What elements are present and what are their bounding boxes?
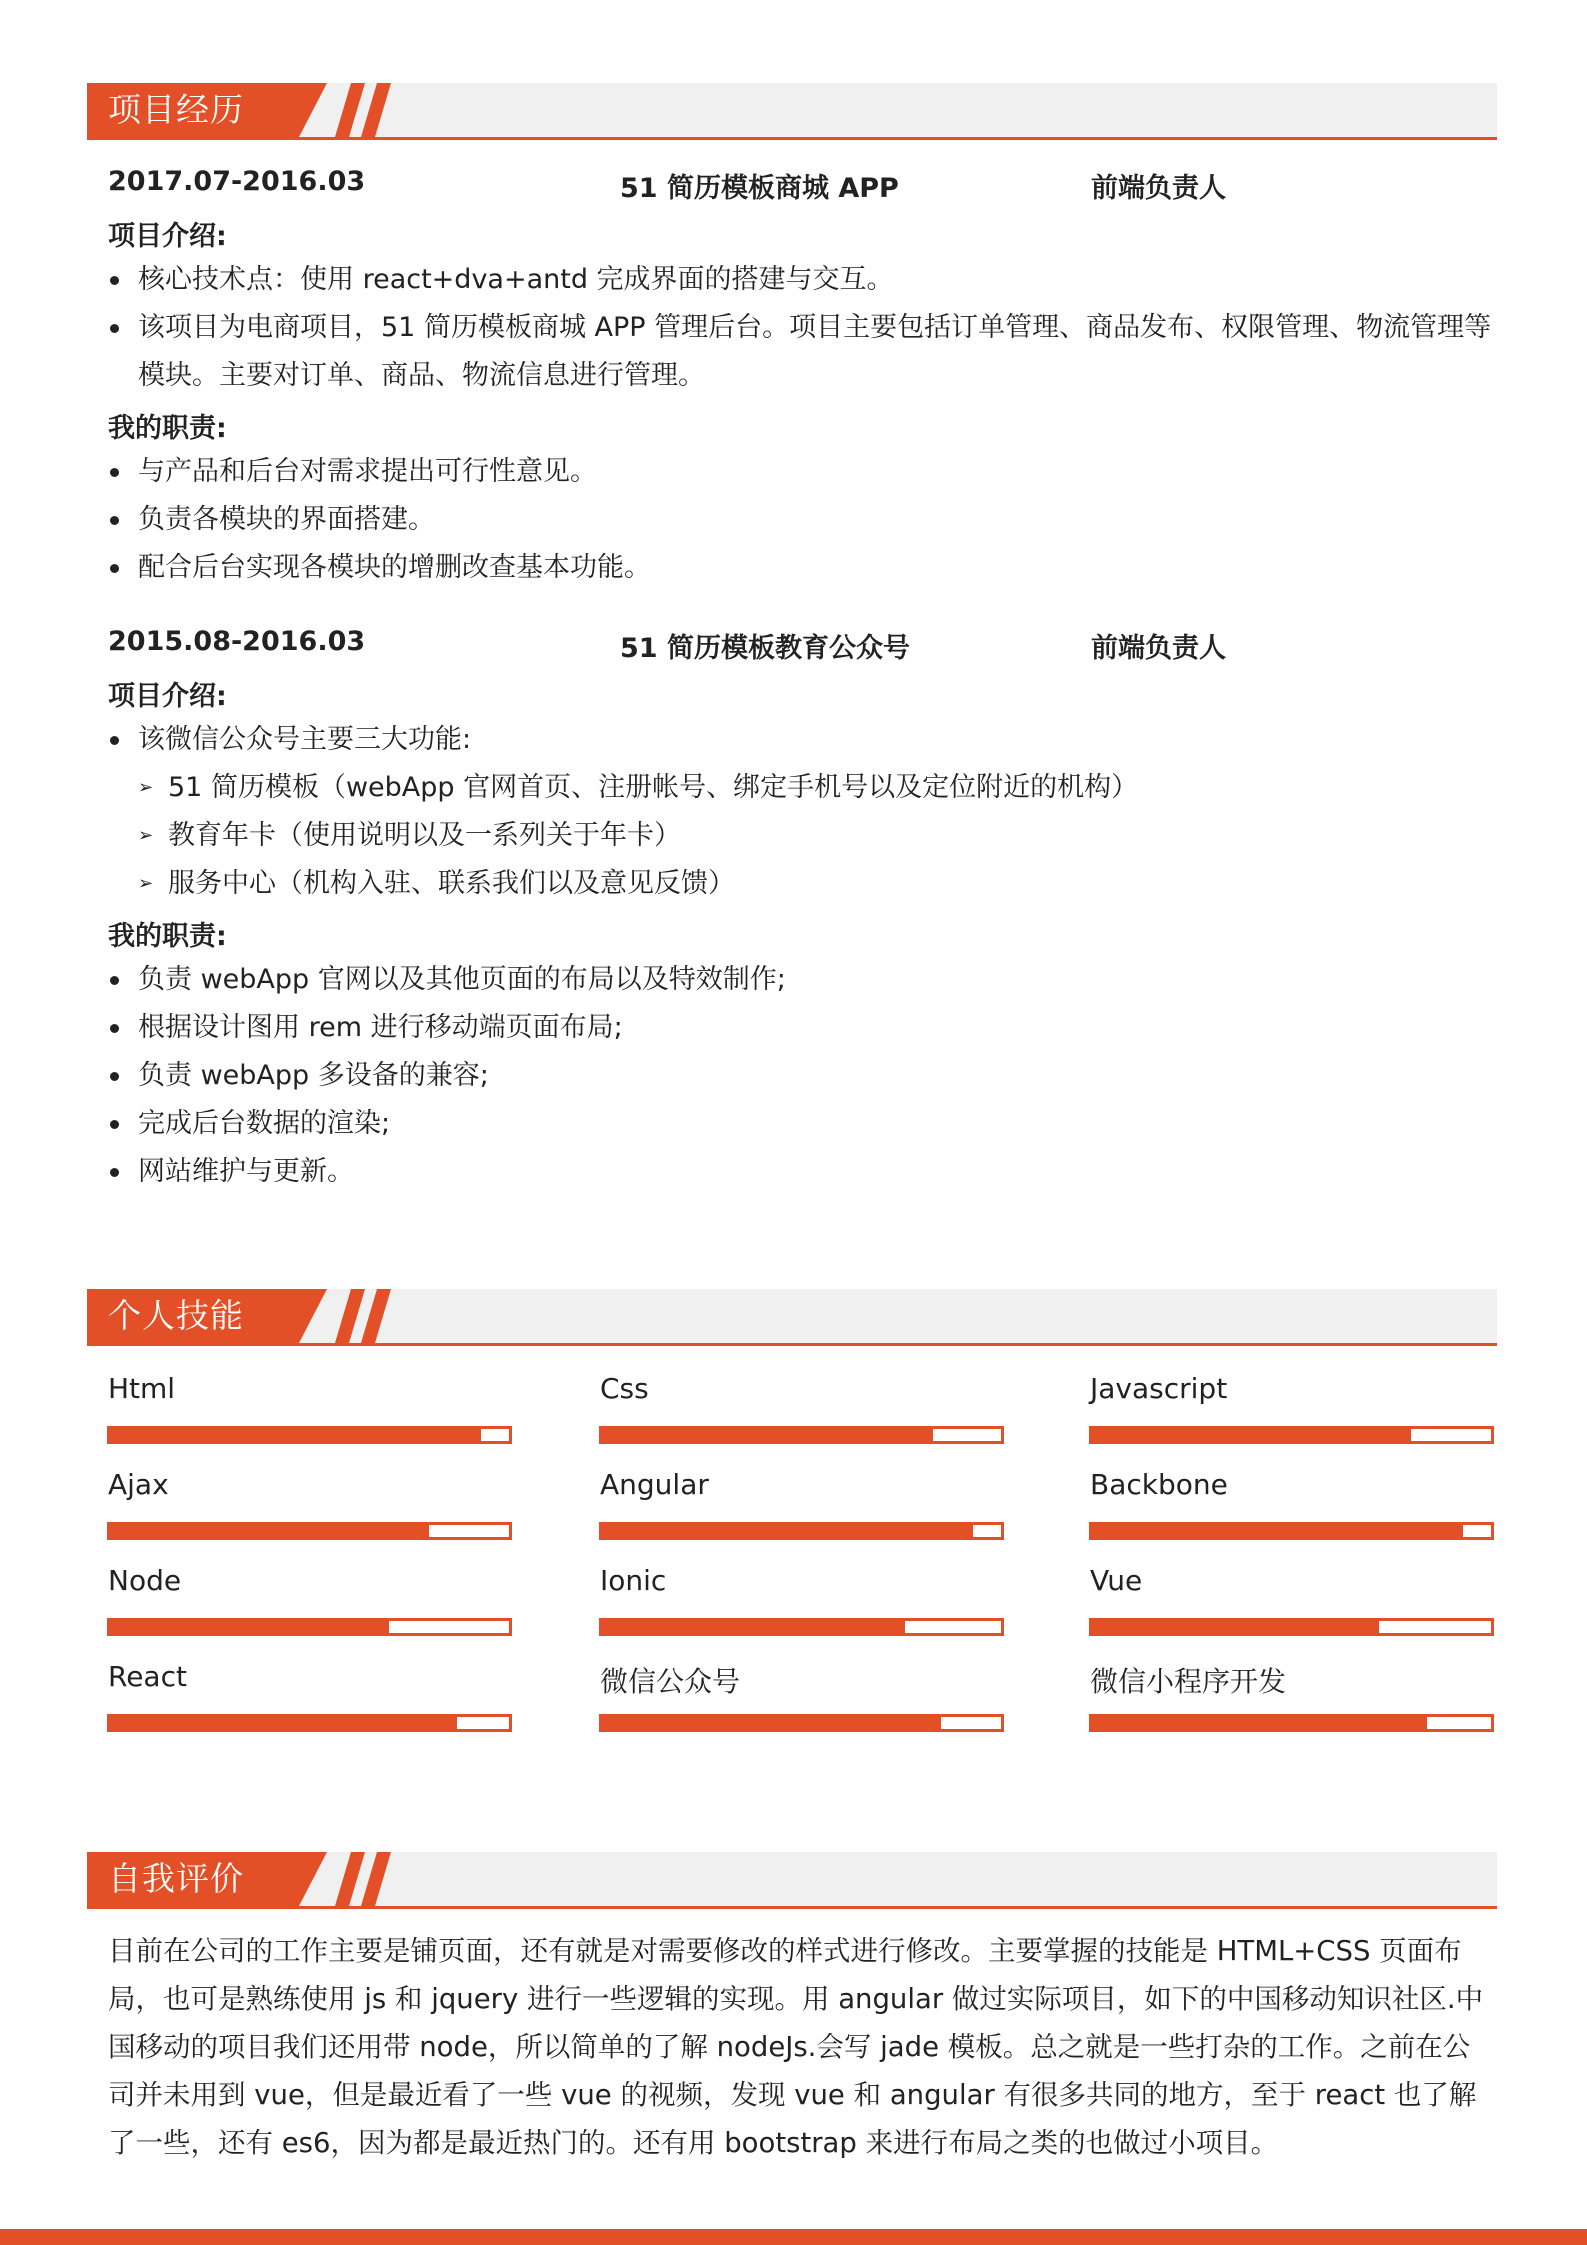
section-title: 项目经历 (108, 90, 244, 129)
bullet-dot-icon (110, 1024, 119, 1033)
section-header-skills (87, 1289, 1497, 1346)
skill-bar (599, 1522, 1004, 1540)
skill-bar-fill (110, 1429, 481, 1441)
skill-name: Javascript (1090, 1372, 1228, 1405)
bullet-dot-icon (110, 276, 119, 285)
skill-item (107, 1468, 512, 1558)
skill-bar-fill (1092, 1429, 1411, 1441)
skill-bar-fill (1092, 1717, 1427, 1729)
skill-bar (599, 1426, 1004, 1444)
skill-bar (107, 1522, 512, 1540)
skill-item (1089, 1372, 1494, 1462)
skill-bar-fill (602, 1525, 973, 1537)
bullet-dot-icon (110, 1120, 119, 1129)
skill-bar-fill (1092, 1621, 1379, 1633)
stripes-decoration-icon (335, 1289, 405, 1343)
skill-bar-fill (110, 1525, 429, 1537)
project-date: 2015.08-2016.03 (108, 626, 366, 657)
project-role: 前端负责人 (1091, 633, 1226, 664)
arrow-right-icon: ➢ (138, 777, 154, 798)
section-tab (87, 1289, 299, 1343)
skill-name: Ionic (600, 1564, 667, 1597)
skill-name: 微信公众号 (600, 1665, 741, 1698)
skill-name: Css (600, 1372, 649, 1405)
skill-item (107, 1564, 512, 1654)
skill-name: Vue (1090, 1564, 1143, 1597)
bullet-dot-icon (110, 976, 119, 985)
stripes-decoration-icon (335, 1852, 405, 1906)
skill-name: 微信小程序开发 (1090, 1665, 1287, 1698)
skill-bar-fill (602, 1621, 905, 1633)
project-role: 前端负责人 (1091, 173, 1226, 204)
intro-label: 项目介绍: (108, 681, 227, 712)
skill-item (1089, 1660, 1494, 1750)
skill-item (599, 1468, 1004, 1558)
bullet-dot-icon (110, 516, 119, 525)
skill-bar (1089, 1522, 1494, 1540)
skill-name: Node (108, 1564, 182, 1597)
bullet-dot-icon (110, 1168, 119, 1177)
skill-bar (599, 1714, 1004, 1732)
project-date: 2017.07-2016.03 (108, 166, 366, 197)
skill-bar (107, 1714, 512, 1732)
skill-item (107, 1660, 512, 1750)
skill-bar-fill (110, 1717, 457, 1729)
section-tab (87, 83, 299, 137)
arrow-right-icon: ➢ (138, 873, 154, 894)
skill-bar-fill (602, 1429, 933, 1441)
self-evaluation-text: 目前在公司的工作主要是铺页面，还有就是对需要修改的样式进行修改。主要掌握的技能是 HTML+CSS 页面布局，也可是熟练使用 js 和 jquery 进行一些逻辑的实现。用 angular 做过实际项目，如下的中国移动知识社区.中国移动的项目我们还用带 node，所以简单的了解 nodeJs.会写 jade 模板。总之就是一些打杂的工作。之前在公司并未用到 vue，但是最近看了一些 vue 的视频，发现 vue 和 angular 有很多共同的地方，至于 react 也了解了一些，还有 es6，因为都是最近热门的。还有用 bootstrap 来进行布局之类的也做过小项目。 (108, 1935, 1484, 2159)
section-header-projects (87, 83, 1497, 140)
section-title: 个人技能 (108, 1296, 244, 1335)
skill-name: Html (108, 1372, 176, 1405)
skill-bar (107, 1426, 512, 1444)
skill-bar-fill (602, 1717, 941, 1729)
skill-name: Backbone (1090, 1468, 1228, 1501)
skill-name: Ajax (108, 1468, 169, 1501)
skill-name: React (108, 1660, 187, 1693)
section-header-evaluation (87, 1852, 1497, 1909)
arrow-right-icon: ➢ (138, 825, 154, 846)
skill-bar (107, 1618, 512, 1636)
stripes-decoration-icon (335, 83, 405, 137)
skill-bar (1089, 1618, 1494, 1636)
skill-item (107, 1372, 512, 1462)
skill-bar (1089, 1714, 1494, 1732)
skill-item (1089, 1564, 1494, 1654)
intro-label: 项目介绍: (108, 221, 227, 252)
bullet-dot-icon (110, 736, 119, 745)
skill-bar (599, 1618, 1004, 1636)
skill-item (599, 1564, 1004, 1654)
section-tab (87, 1852, 299, 1906)
bullet-dot-icon (110, 564, 119, 573)
skill-item (1089, 1468, 1494, 1558)
footer-bar (0, 2229, 1587, 2245)
bullet-dot-icon (110, 324, 119, 333)
skill-bar (1089, 1426, 1494, 1444)
bullet-dot-icon (110, 468, 119, 477)
section-title: 自我评价 (108, 1859, 244, 1898)
bullet-dot-icon (110, 1072, 119, 1081)
skill-item (599, 1660, 1004, 1750)
duty-label: 我的职责: (108, 921, 227, 952)
project-name: 51 简历模板教育公众号 (620, 633, 910, 664)
skill-name: Angular (600, 1468, 709, 1501)
skill-bar-fill (1092, 1525, 1463, 1537)
skill-bar-fill (110, 1621, 389, 1633)
skill-item (599, 1372, 1004, 1462)
project-name: 51 简历模板商城 APP (620, 173, 899, 204)
duty-label: 我的职责: (108, 413, 227, 444)
